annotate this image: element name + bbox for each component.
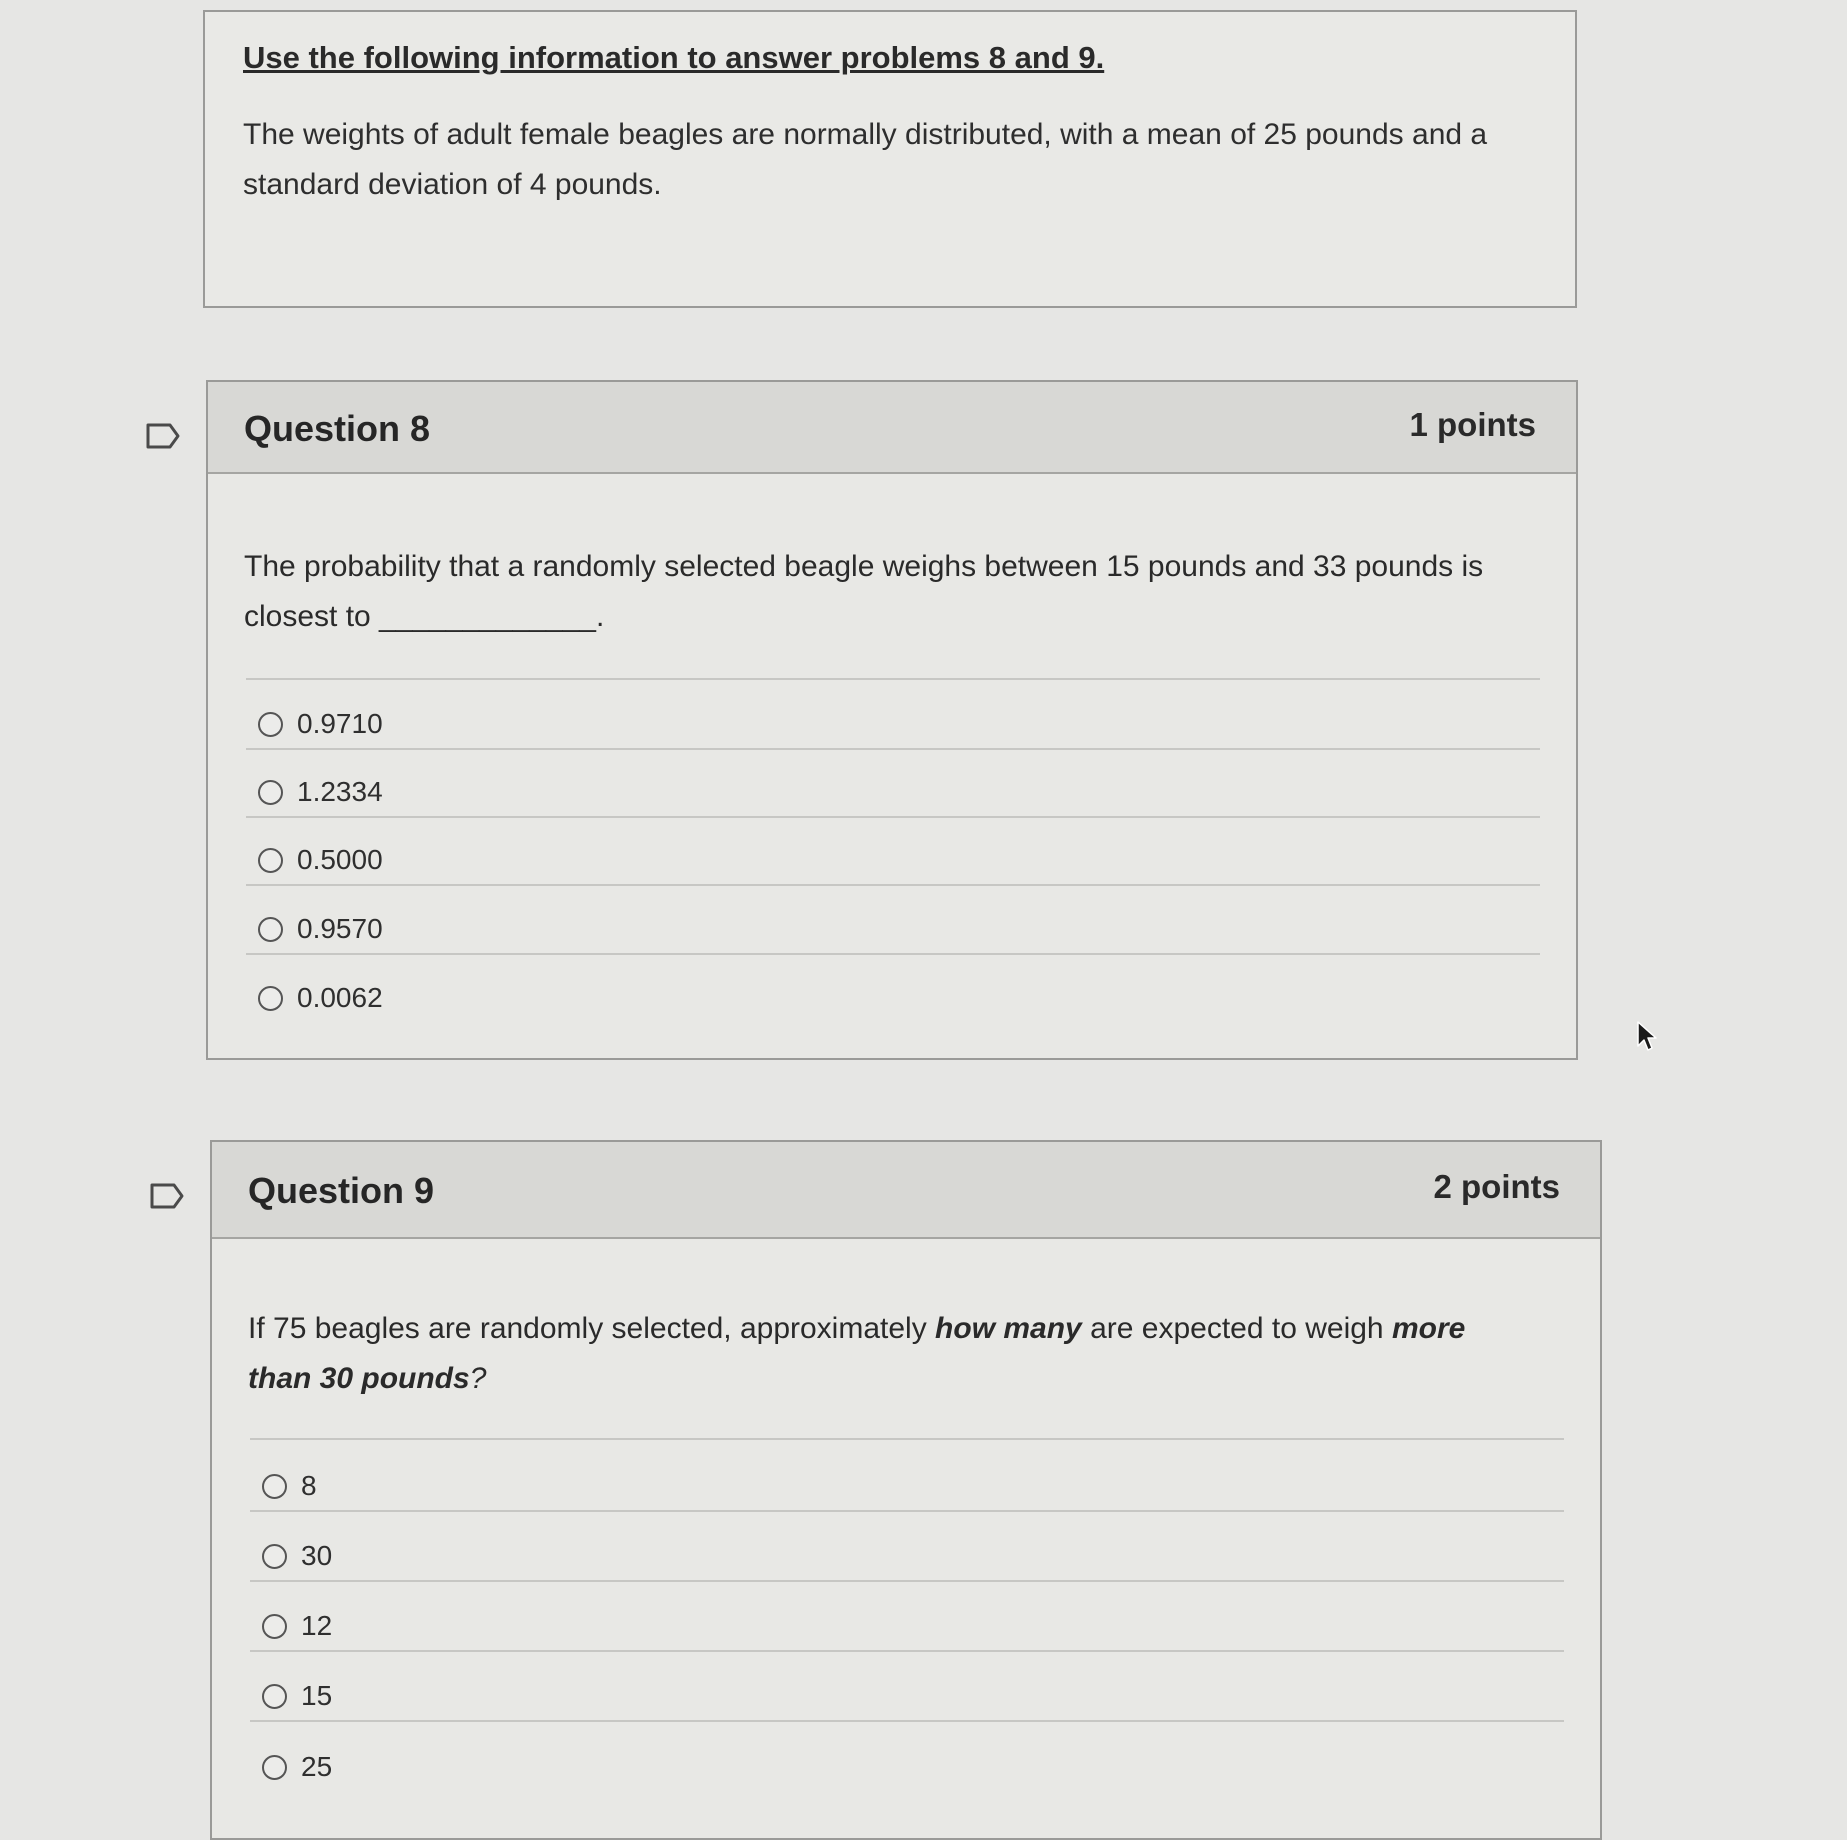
question-title: Question 8 — [244, 408, 431, 449]
radio-button[interactable] — [262, 1544, 287, 1569]
question-text-line — [248, 1354, 1465, 1404]
divider — [246, 748, 1540, 750]
option-label: 25 — [301, 1751, 333, 1782]
info-title: Use the following information to answer problems 8 and 9. — [243, 40, 1105, 75]
emphasis-text: how many — [935, 1312, 1082, 1345]
info-body: The weights of adult female beagles are normally distributed, with a mean of 25 pounds and a standard deviation of 4 pounds. — [243, 118, 1488, 201]
question-text-line: closest to _____________. — [244, 600, 605, 633]
answer-option[interactable] — [258, 840, 383, 880]
answer-option[interactable] — [262, 1676, 332, 1716]
text-segment: ? — [469, 1362, 487, 1395]
mouse-pointer-icon — [1636, 1020, 1660, 1054]
question-9-header — [212, 1142, 1600, 1239]
divider — [250, 1510, 1564, 1512]
question-text-line: The probability that a randomly selected beagle weighs between 15 pounds and 33 pounds is — [244, 550, 1484, 583]
divider — [250, 1438, 1564, 1440]
info-panel — [203, 10, 1577, 308]
question-points: 1 points — [1409, 406, 1536, 443]
answer-option[interactable] — [258, 772, 383, 812]
option-label: 30 — [301, 1540, 333, 1571]
option-label: 0.0062 — [297, 982, 383, 1013]
text-segment: are expected to weigh — [1081, 1312, 1392, 1345]
divider — [246, 884, 1540, 886]
answer-option[interactable] — [262, 1536, 332, 1576]
emphasis-text: than 30 pounds — [248, 1362, 470, 1395]
divider — [250, 1580, 1564, 1582]
question-8-text — [244, 542, 1483, 642]
radio-button[interactable] — [258, 712, 283, 737]
option-label: 0.9710 — [297, 708, 383, 739]
flag-icon[interactable] — [146, 423, 180, 449]
question-8-header — [208, 382, 1576, 474]
divider — [246, 816, 1540, 818]
emphasis-text: more — [1391, 1312, 1466, 1345]
question-points: 2 points — [1433, 1168, 1560, 1205]
option-label: 0.5000 — [297, 844, 383, 875]
answer-option[interactable] — [258, 704, 383, 744]
question-text-line — [248, 1304, 1465, 1354]
answer-option[interactable] — [258, 909, 383, 949]
answer-option[interactable] — [258, 978, 383, 1018]
answer-option[interactable] — [262, 1466, 317, 1506]
question-title: Question 9 — [248, 1170, 435, 1211]
radio-button[interactable] — [258, 917, 283, 942]
option-label: 8 — [301, 1470, 317, 1501]
radio-button[interactable] — [262, 1474, 287, 1499]
option-label: 0.9570 — [297, 913, 383, 944]
divider — [246, 678, 1540, 680]
answer-option[interactable] — [262, 1606, 332, 1646]
question-9-text — [248, 1304, 1465, 1404]
radio-button[interactable] — [258, 780, 283, 805]
radio-button[interactable] — [262, 1684, 287, 1709]
radio-button[interactable] — [262, 1755, 287, 1780]
question-9-card — [210, 1140, 1602, 1840]
text-segment: If 75 beagles are randomly selected, approximately — [248, 1312, 936, 1345]
option-label: 12 — [301, 1610, 333, 1641]
question-8-card — [206, 380, 1578, 1060]
radio-button[interactable] — [262, 1614, 287, 1639]
answer-option[interactable] — [262, 1747, 332, 1787]
option-label: 15 — [301, 1680, 333, 1711]
divider — [250, 1720, 1564, 1722]
radio-button[interactable] — [258, 848, 283, 873]
option-label: 1.2334 — [297, 776, 383, 807]
divider — [250, 1650, 1564, 1652]
radio-button[interactable] — [258, 986, 283, 1011]
flag-icon[interactable] — [150, 1183, 184, 1209]
divider — [246, 953, 1540, 955]
